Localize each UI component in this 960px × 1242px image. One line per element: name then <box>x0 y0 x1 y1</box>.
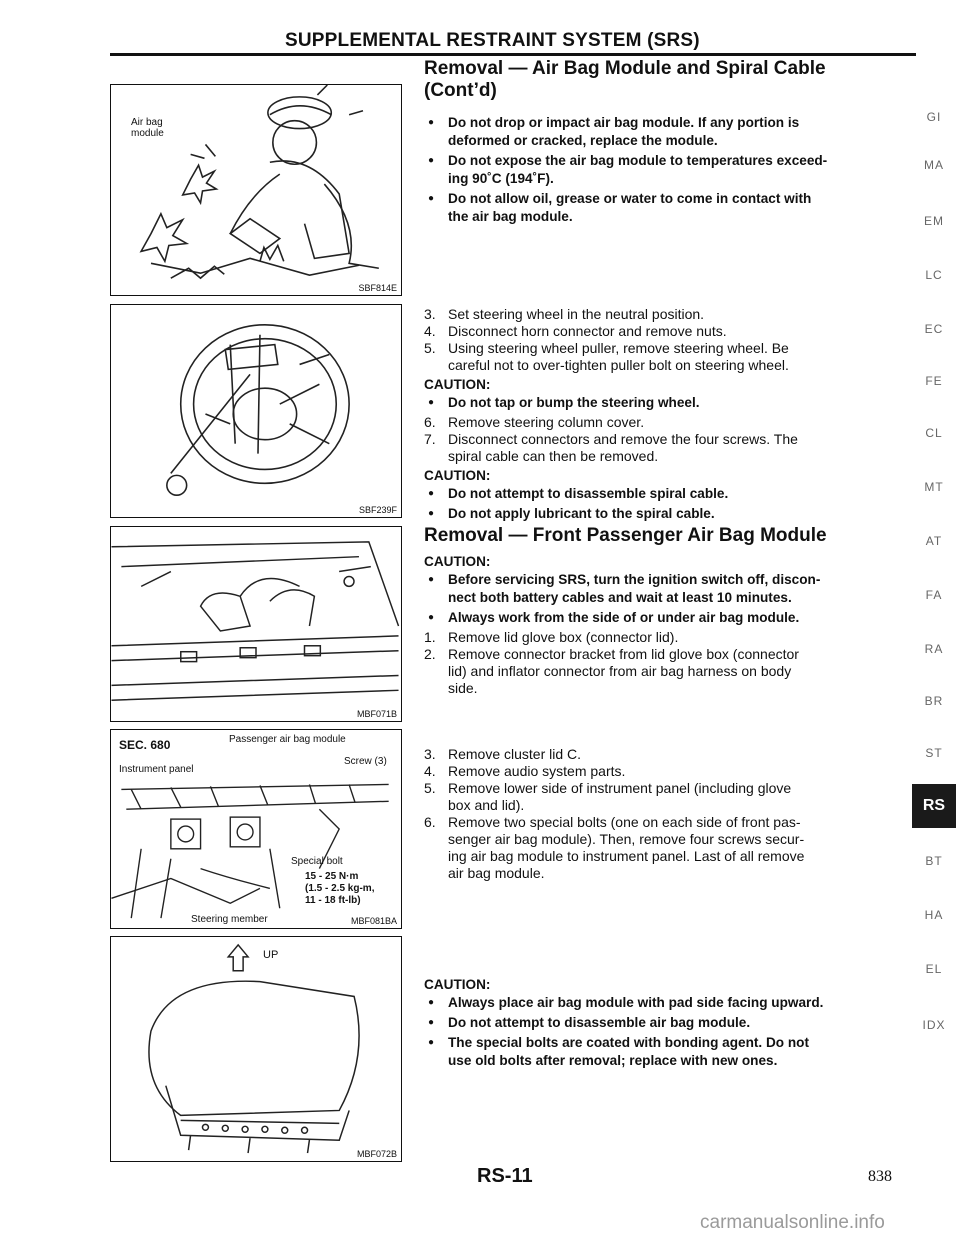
caution-label: CAUTION: <box>424 468 491 483</box>
figure-code: MBF072B <box>356 1149 397 1159</box>
tab-cl[interactable]: CL <box>925 426 943 440</box>
tab-br[interactable]: BR <box>924 694 944 708</box>
watermark-text: carmanualsonline.info <box>700 1212 885 1233</box>
step-number: 3. <box>424 306 436 322</box>
tab-at[interactable]: AT <box>925 534 943 548</box>
text-line: side. <box>448 680 478 696</box>
section-front-passenger-steps <box>424 746 910 882</box>
bullet-item: ● Do not attempt to disassemble spiral cable. <box>424 485 910 503</box>
section-final-caution <box>424 974 910 1072</box>
figure-air-bag-drop <box>110 84 402 296</box>
steering-wheel-puller-illustration <box>111 305 401 517</box>
step-item <box>424 646 910 697</box>
text-line: air bag module. <box>448 865 545 881</box>
step-number: 2. <box>424 646 436 662</box>
text-line: Do not drop or impact air bag module. If any portion is <box>448 115 800 130</box>
bullet-item <box>424 114 910 150</box>
bullet-item <box>424 190 910 226</box>
bullet-item: ● Do not tap or bump the steering wheel. <box>424 394 910 412</box>
tab-ec[interactable]: EC <box>924 322 944 336</box>
step-item <box>424 746 910 763</box>
tab-em[interactable]: EM <box>924 214 944 228</box>
step-number: 6. <box>424 814 436 830</box>
step-item <box>424 780 910 814</box>
text-line: Always work from the side of or under air bag module. <box>448 610 800 625</box>
tab-rs[interactable]: RS <box>912 784 956 828</box>
tab-idx[interactable]: IDX <box>922 1018 946 1032</box>
text-line: Disconnect horn connector and remove nuts. <box>448 323 727 339</box>
text-line: deformed or cracked, replace the module. <box>448 133 718 148</box>
text-line: the air bag module. <box>448 209 573 224</box>
text-line: box and lid). <box>448 797 525 813</box>
text-line: Do not allow oil, grease or water to come in contact with <box>448 191 812 206</box>
page-title: SUPPLEMENTAL RESTRAINT SYSTEM (SRS) <box>285 30 700 51</box>
caution-label: CAUTION: <box>424 977 491 992</box>
air-bag-module-illustration <box>111 937 401 1161</box>
step-number: 7. <box>424 431 436 447</box>
page-header <box>110 30 916 60</box>
torque-nm: 15 - 25 N·m <box>305 871 359 882</box>
text-line: use old bolts after removal; replace with new ones. <box>448 1053 778 1068</box>
header-rule <box>110 53 916 56</box>
section-heading: Removal — Front Passenger Air Bag Module <box>424 525 827 546</box>
step-item <box>424 814 910 882</box>
text-line: senger air bag module). Then, remove four screws secur- <box>448 831 805 847</box>
figure-code: SBF814E <box>358 283 397 293</box>
step-number: 5. <box>424 340 436 356</box>
bullet-item <box>424 1034 910 1070</box>
text-line: Remove steering column cover. <box>448 414 645 430</box>
step-item <box>424 763 910 780</box>
tab-lc[interactable]: LC <box>925 268 943 282</box>
section-spiral-cable <box>424 58 910 228</box>
step-number: 1. <box>424 629 436 645</box>
text-line: Using steering wheel puller, remove steering wheel. Be <box>448 340 789 356</box>
torque-kgm: (1.5 - 2.5 kg-m, <box>305 883 375 894</box>
page-section-code: RS-11 <box>477 1165 533 1187</box>
text-line: Do not expose the air bag module to temperatures exceed- <box>448 153 828 168</box>
step-item <box>424 340 910 374</box>
text-line: Do not attempt to disassemble air bag module. <box>448 1015 751 1030</box>
bullet-item <box>424 152 910 188</box>
tab-ma[interactable]: MA <box>924 158 944 172</box>
glove-box-illustration <box>111 527 401 721</box>
figure-glove-box-connector <box>110 526 402 722</box>
bullet-item: ● Do not apply lubricant to the spiral cable. <box>424 505 910 523</box>
step-item <box>424 431 910 465</box>
section-spiral-cable-steps <box>424 306 910 525</box>
steering-member-label: Steering member <box>191 914 268 925</box>
step-number: 5. <box>424 780 436 796</box>
bullet-item <box>424 1014 910 1032</box>
air-bag-label-line2: module <box>131 128 164 139</box>
text-line: Disconnect connectors and remove the four screws. The <box>448 431 798 447</box>
passenger-air-bag-label: Passenger air bag module <box>229 734 346 745</box>
step-item <box>424 414 910 431</box>
step-number: 3. <box>424 746 436 762</box>
section-heading-cont: (Cont’d) <box>424 80 497 101</box>
tab-el[interactable]: EL <box>925 962 943 976</box>
up-label: UP <box>263 949 279 961</box>
air-bag-label-line1: Air bag <box>131 117 163 128</box>
text-line: careful not to over-tighten puller bolt on steering wheel. <box>448 357 789 373</box>
text-line: Remove two special bolts (one on each side of front pas- <box>448 814 801 830</box>
text-line: The special bolts are coated with bonding agent. Do not <box>448 1035 810 1050</box>
text-line: spiral cable can then be removed. <box>448 448 659 464</box>
page-number: 838 <box>868 1168 892 1185</box>
bullet-item <box>424 571 910 607</box>
figure-code: MBF071B <box>356 709 397 719</box>
special-bolt-label: Special bolt <box>291 856 343 867</box>
torque-ftlb: 11 - 18 ft-lb) <box>305 895 361 906</box>
tab-fe[interactable]: FE <box>925 374 943 388</box>
tab-bt[interactable]: BT <box>925 854 943 868</box>
tab-fa[interactable]: FA <box>925 588 943 602</box>
text-line: Before servicing SRS, turn the ignition switch off, discon- <box>448 572 821 587</box>
tab-ha[interactable]: HA <box>924 908 944 922</box>
step-item <box>424 323 910 340</box>
caution-label: CAUTION: <box>424 554 491 569</box>
figure-steering-wheel-puller <box>110 304 402 518</box>
text-line: lid) and inflator connector from air bag harness on body <box>448 663 792 679</box>
text-line: Remove cluster lid C. <box>448 746 582 762</box>
figure-code: MBF081BA <box>350 916 397 926</box>
text-line: ing air bag module to instrument panel. Last of all remove <box>448 848 805 864</box>
bullet-item <box>424 994 910 1012</box>
step-item <box>424 629 910 646</box>
step-number: 4. <box>424 323 436 339</box>
text-line: Always place air bag module with pad side facing upward. <box>448 995 824 1010</box>
step-item <box>424 306 910 323</box>
text-line: Remove lower side of instrument panel (including glove <box>448 780 792 796</box>
tab-gi[interactable]: GI <box>926 110 942 124</box>
step-number: 4. <box>424 763 436 779</box>
tab-st[interactable]: ST <box>925 746 943 760</box>
air-bag-label <box>131 117 164 139</box>
figure-code: SBF239F <box>358 505 397 515</box>
bullet-item <box>424 609 910 627</box>
figure-air-bag-pad-up <box>110 936 402 1162</box>
text-line: Remove connector bracket from lid glove box (connector <box>448 646 799 662</box>
tab-ra[interactable]: RA <box>924 642 944 656</box>
text-line: Remove audio system parts. <box>448 763 626 779</box>
figure-passenger-air-bag-section <box>110 729 402 929</box>
text-line: nect both battery cables and wait at least 10 minutes. <box>448 590 792 605</box>
tab-mt[interactable]: MT <box>924 480 944 494</box>
text-line: Remove lid glove box (connector lid). <box>448 629 679 645</box>
screw-label: Screw (3) <box>344 756 387 767</box>
section-front-passenger-air-bag <box>424 525 910 697</box>
step-number: 6. <box>424 414 436 430</box>
text-line: ing 90˚C (194˚F). <box>448 171 554 186</box>
sec-label: SEC. 680 <box>119 738 171 752</box>
instrument-panel-label: Instrument panel <box>119 764 194 775</box>
section-heading: Removal — Air Bag Module and Spiral Cable <box>424 58 826 79</box>
text-line: Set steering wheel in the neutral position. <box>448 306 705 322</box>
caution-label: CAUTION: <box>424 377 491 392</box>
